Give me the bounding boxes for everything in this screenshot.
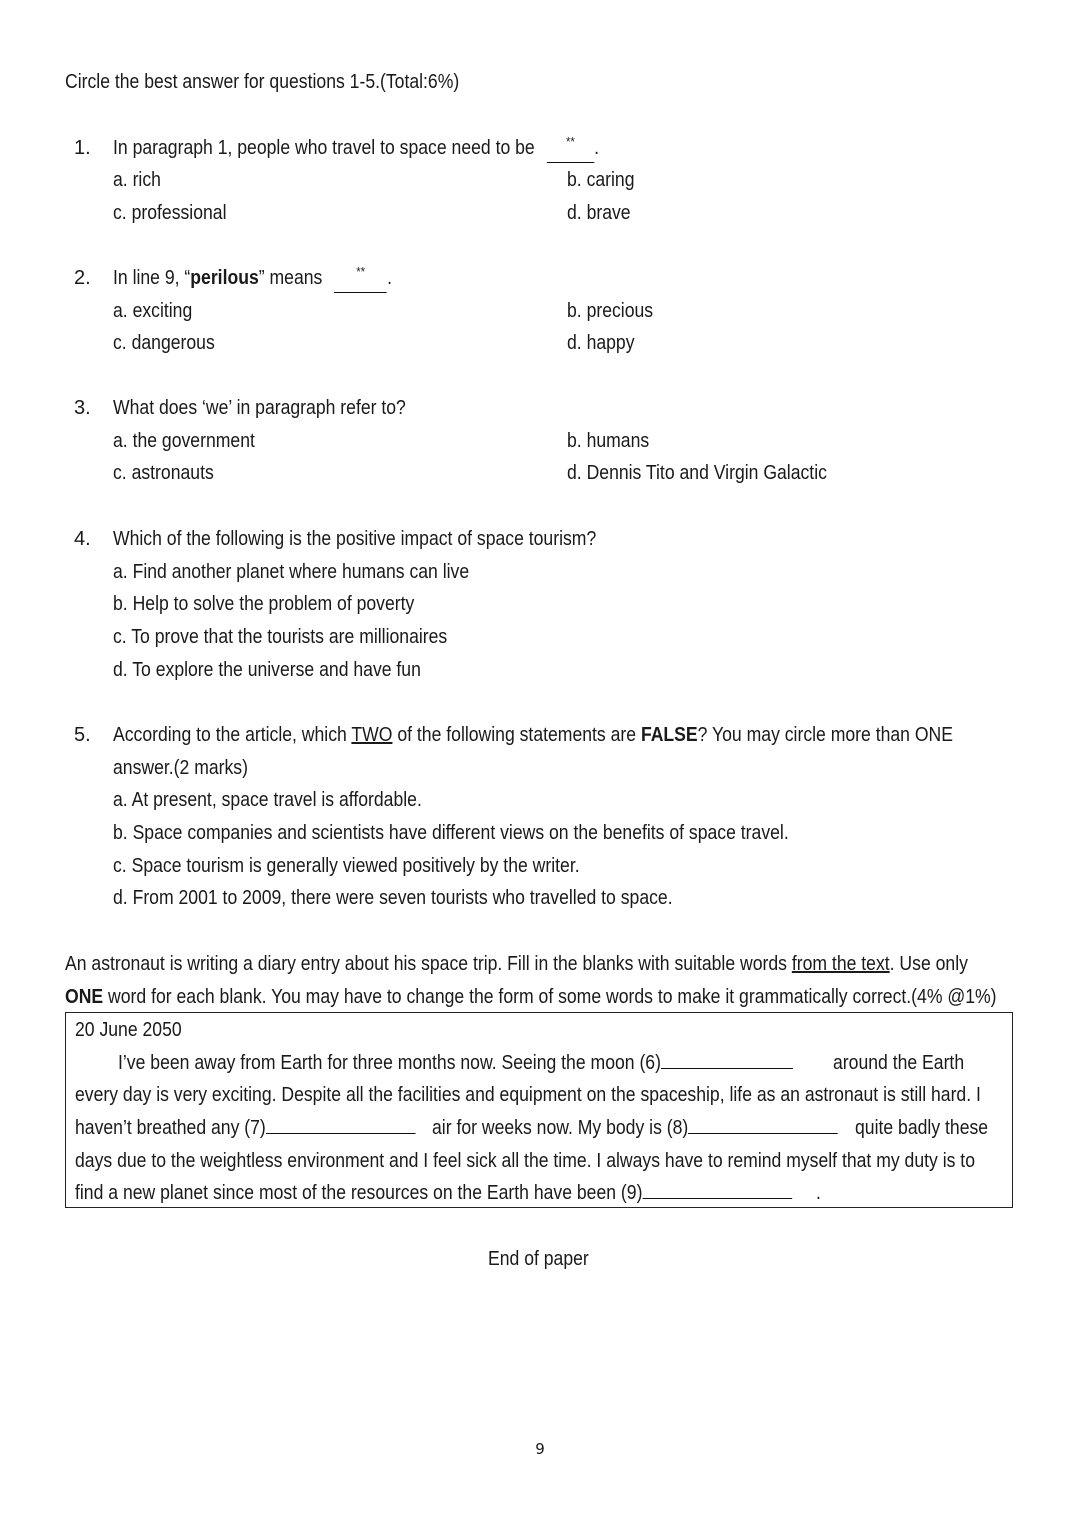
question-5-stem <box>113 723 953 747</box>
question-1-stem: In paragraph 1, people who travel to space need to be ** . <box>113 136 599 163</box>
part2-one-bold: ONE <box>65 986 104 1008</box>
blank-9[interactable] <box>642 1198 792 1199</box>
question-2-option-a[interactable]: a. exciting <box>113 300 193 322</box>
question-1-text: In paragraph 1, people who travel to space need to be <box>113 137 535 159</box>
part2-instructions-line2 <box>65 985 997 1009</box>
question-4-option-b[interactable]: b. Help to solve the problem of poverty <box>113 593 415 615</box>
question-1-blank-stars: ** <box>565 134 575 149</box>
question-4-number: 4. <box>74 528 91 550</box>
question-5-option-a[interactable]: a. At present, space travel is affordable. <box>113 789 422 811</box>
end-of-paper: End of paper <box>488 1248 589 1270</box>
question-1-option-b[interactable]: b. caring <box>567 169 635 191</box>
question-5-number: 5. <box>74 724 91 746</box>
question-3-option-b[interactable]: b. humans <box>567 430 650 452</box>
part2-text-rest: word for each blank. You may have to change the form of some words to make it grammatically correct.(4% @1%) <box>108 986 997 1008</box>
question-2-stem: In line 9, “perilous” means ** . <box>113 266 392 293</box>
question-2-option-d[interactable]: d. happy <box>567 332 635 354</box>
blank-6[interactable] <box>661 1068 793 1069</box>
question-5-text-b: of the following statements are <box>397 724 637 746</box>
diary-line-5-text: find a new planet since most of the resources on the Earth have been (9) <box>75 1182 643 1204</box>
page-number: 9 <box>535 1440 545 1458</box>
question-5-option-d[interactable]: d. From 2001 to 2009, there were seven tourists who travelled to space. <box>113 887 673 909</box>
diary-line-1-end: around the Earth <box>833 1052 965 1074</box>
diary-line-1-text: I’ve been away from Earth for three months now. Seeing the moon (6) <box>118 1052 661 1074</box>
diary-line-3-text-a: haven’t breathed any (7) <box>75 1117 266 1139</box>
diary-line-3-text-b: air for weeks now. My body is (8) <box>432 1117 689 1139</box>
question-5-text-a: According to the article, which <box>113 724 347 746</box>
part2-instructions-line1 <box>65 952 968 976</box>
question-4-stem: Which of the following is the positive impact of space tourism? <box>113 528 597 550</box>
question-1-option-d[interactable]: d. brave <box>567 202 631 224</box>
question-5-stem-line2: answer.(2 marks) <box>113 757 248 779</box>
question-5-option-c[interactable]: c. Space tourism is generally viewed positively by the writer. <box>113 855 580 877</box>
question-2-option-c[interactable]: c. dangerous <box>113 332 215 354</box>
question-1-option-c[interactable]: c. professional <box>113 202 227 224</box>
question-1-number: 1. <box>74 137 91 159</box>
diary-line-1 <box>118 1051 793 1075</box>
diary-line-3-mid <box>432 1116 838 1140</box>
question-3-option-d[interactable]: d. Dennis Tito and Virgin Galactic <box>567 462 827 484</box>
diary-line-3 <box>75 1116 415 1140</box>
blank-8[interactable] <box>688 1133 838 1134</box>
question-1-blank[interactable] <box>547 136 595 163</box>
question-5-text-c: ? You may circle more than ONE <box>697 724 953 746</box>
diary-line-2: every day is very exciting. Despite all the facilities and equipment on the spaceship, life as an astronaut is still hard. I <box>75 1084 981 1106</box>
question-3-number: 3. <box>74 397 91 419</box>
question-2-option-b[interactable]: b. precious <box>567 300 654 322</box>
diary-line-5-end: . <box>816 1182 821 1204</box>
question-3-option-a[interactable]: a. the government <box>113 430 255 452</box>
diary-line-4: days due to the weightless environment and I feel sick all the time. I always have to remind myself that my duty is to <box>75 1150 975 1172</box>
diary-line-5 <box>75 1181 792 1205</box>
question-2-blank-stars: ** <box>356 264 366 279</box>
question-1-option-a[interactable]: a. rich <box>113 169 161 191</box>
part2-text-a: An astronaut is writing a diary entry about his space trip. Fill in the blanks with suitable words <box>65 953 787 975</box>
question-5-keyword: FALSE <box>640 724 698 746</box>
diary-line-3-end: quite badly these <box>855 1117 989 1139</box>
part2-underlined: from the text <box>791 953 890 975</box>
question-2-blank[interactable] <box>334 266 387 293</box>
part2-text-b: . Use only <box>889 953 968 975</box>
question-4-option-a[interactable]: a. Find another planet where humans can live <box>113 561 470 583</box>
instructions: Circle the best answer for questions 1-5.(Total:6%) <box>65 71 460 93</box>
question-4-option-c[interactable]: c. To prove that the tourists are millionaires <box>113 626 448 648</box>
question-5-underlined: TWO <box>351 724 393 746</box>
question-2-text-pre: In line 9, “ <box>113 267 191 289</box>
question-2-text-post: ” means <box>258 267 323 289</box>
question-3-stem: What does ‘we’ in paragraph refer to? <box>113 397 406 419</box>
question-2-keyword: perilous <box>190 267 259 289</box>
question-3-option-c[interactable]: c. astronauts <box>113 462 214 484</box>
question-4-option-d[interactable]: d. To explore the universe and have fun <box>113 659 421 681</box>
diary-box <box>65 1012 1013 1208</box>
blank-7[interactable] <box>266 1133 416 1134</box>
question-5-option-b[interactable]: b. Space companies and scientists have different views on the benefits of space travel. <box>113 822 789 844</box>
diary-date: 20 June 2050 <box>75 1019 182 1041</box>
question-2-number: 2. <box>74 267 91 289</box>
